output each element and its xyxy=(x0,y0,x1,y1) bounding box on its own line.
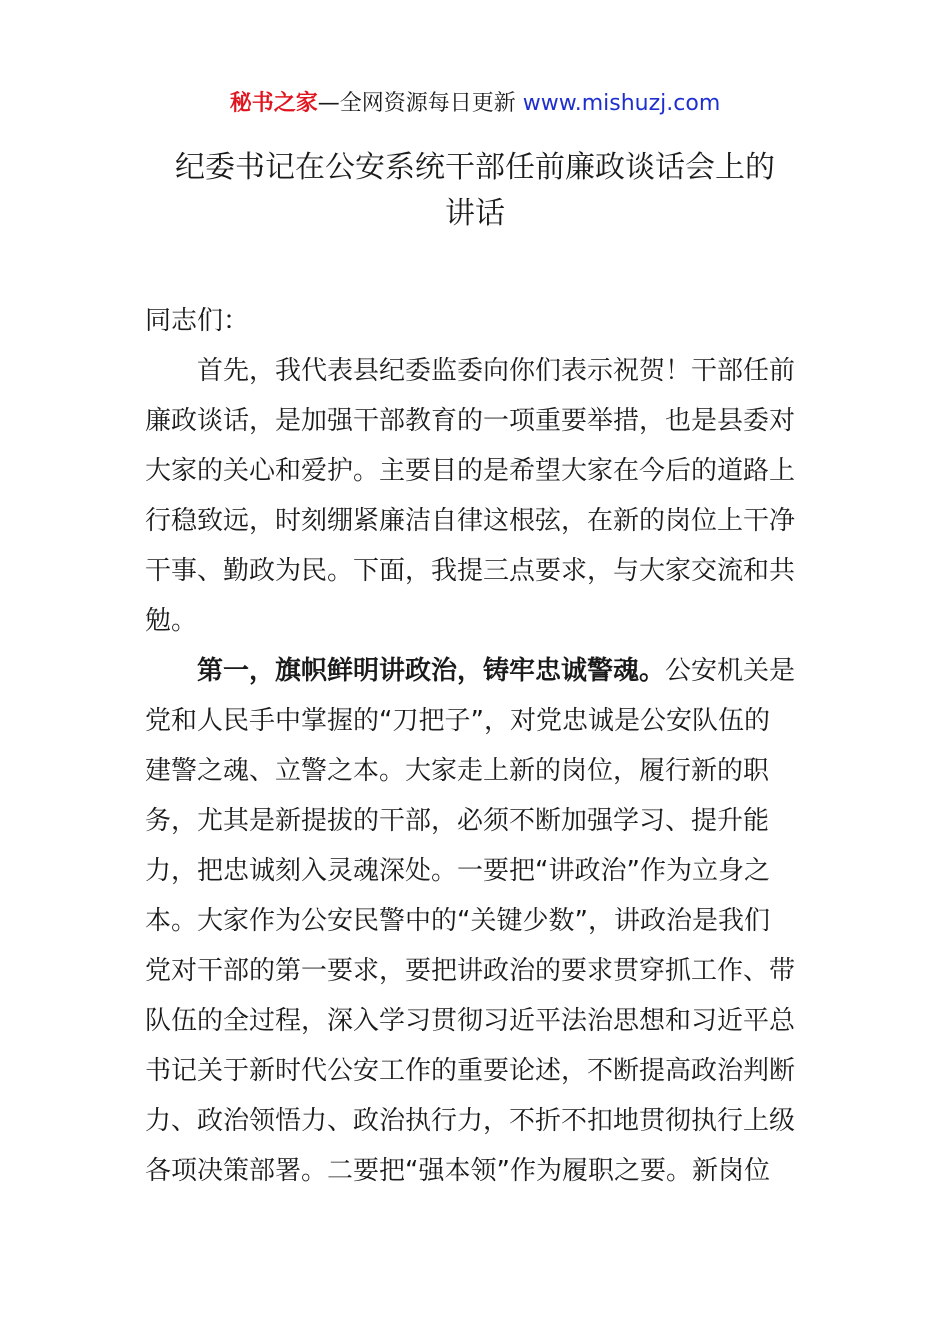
site-header xyxy=(0,86,950,122)
title-line-2: 讲话 xyxy=(445,196,505,231)
section-heading-first: 第一，旗帜鲜明讲政治，铸牢忠诚警魂。 xyxy=(197,656,666,686)
paragraph-1-line: 首先，我代表县纪委监委向你们表示祝贺！干部任前 xyxy=(197,356,796,386)
title-line-1: 纪委书记在公安系统干部任前廉政谈话会上的 xyxy=(175,150,775,185)
paragraph-2-line: 建警之魂、立警之本。大家走上新的岗位，履行新的职 xyxy=(145,756,770,786)
paragraph-1-line: 勉。 xyxy=(145,606,198,636)
paragraph-2-line: 书记关于新时代公安工作的重要论述，不断提高政治判断 xyxy=(145,1056,796,1086)
brand-name: 秘书之家 xyxy=(229,91,318,116)
paragraph-2-line: 队伍的全过程，深入学习贯彻习近平法治思想和习近平总 xyxy=(145,1006,796,1036)
header-tagline: —全网资源每日更新 xyxy=(317,91,523,116)
paragraph-2-line: 本。大家作为公安民警中的“关键少数”，讲政治是我们 xyxy=(145,906,770,936)
paragraph-1-line: 干事、勤政为民。下面，我提三点要求，与大家交流和共 xyxy=(145,556,796,586)
document-body xyxy=(145,296,810,1196)
paragraph-2-line: 务，尤其是新提拔的干部，必须不断加强学习、提升能 xyxy=(145,806,770,836)
document-title xyxy=(120,145,830,237)
paragraph-2-line: 力，把忠诚刻入灵魂深处。一要把“讲政治”作为立身之 xyxy=(145,856,770,886)
paragraph-2-line: 各项决策部署。二要把“强本领”作为履职之要。新岗位 xyxy=(145,1156,770,1186)
paragraph-2-line: 力、政治领悟力、政治执行力，不折不扣地贯彻执行上级 xyxy=(145,1106,796,1136)
paragraph-2-line-rest: 公安机关是 xyxy=(665,656,796,686)
paragraph-2-first-line xyxy=(145,646,810,696)
salutation: 同志们： xyxy=(145,306,250,336)
paragraph-2-line: 党对干部的第一要求，要把讲政治的要求贯穿抓工作、带 xyxy=(145,956,796,986)
paragraph-1-line: 行稳致远，时刻绷紧廉洁自律这根弦，在新的岗位上干净 xyxy=(145,506,796,536)
paragraph-2-line: 党和人民手中掌握的“刀把子”，对党忠诚是公安队伍的 xyxy=(145,706,770,736)
paragraph-1-line: 廉政谈话，是加强干部教育的一项重要举措，也是县委对 xyxy=(145,406,796,436)
paragraph-1-line: 大家的关心和爱护。主要目的是希望大家在今后的道路上 xyxy=(145,456,796,486)
site-url-link[interactable]: www.mishuzj.com xyxy=(522,91,721,116)
